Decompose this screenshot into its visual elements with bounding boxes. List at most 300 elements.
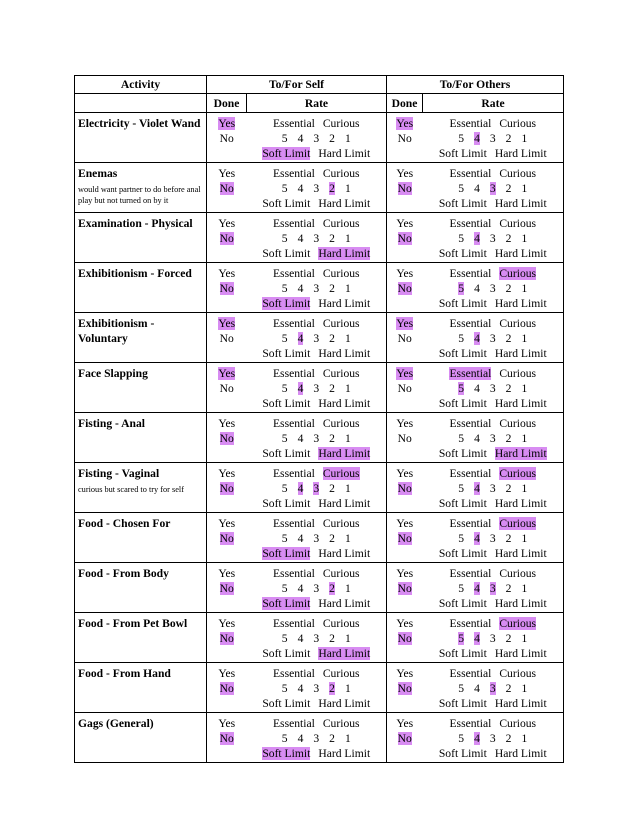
others-done-no-text: No xyxy=(397,332,412,345)
self-rate-cell xyxy=(247,413,387,463)
others-done-cell xyxy=(387,313,423,363)
others-done-yes xyxy=(387,166,423,181)
self-essential: Essential xyxy=(272,367,315,380)
others-rate-5: 5 xyxy=(458,282,465,295)
self-done-no-text: No xyxy=(219,532,234,545)
self-done-cell xyxy=(207,263,247,313)
self-rate-5: 5 xyxy=(281,182,288,195)
others-rate-line3 xyxy=(423,196,564,211)
others-rate-1: 1 xyxy=(521,682,528,695)
self-done-no-text: No xyxy=(219,482,234,495)
others-done-yes xyxy=(387,516,423,531)
others-rate-2: 2 xyxy=(505,282,512,295)
others-essential: Essential xyxy=(449,117,492,130)
self-done-cell xyxy=(207,113,247,163)
others-rate-3: 3 xyxy=(489,632,496,645)
self-rate-4: 4 xyxy=(297,682,304,695)
self-rate-cell xyxy=(247,313,387,363)
self-soft-limit: Soft Limit xyxy=(262,397,311,410)
others-rate-4: 4 xyxy=(474,632,480,645)
table-row xyxy=(75,563,564,613)
self-essential: Essential xyxy=(272,217,315,230)
table-row xyxy=(75,313,564,363)
others-done-no-text: No xyxy=(397,632,412,645)
others-rate-3: 3 xyxy=(489,182,496,195)
others-rate-4: 4 xyxy=(474,332,480,345)
others-done-cell xyxy=(387,513,423,563)
others-done-yes-text: Yes xyxy=(396,317,414,330)
others-rate-5: 5 xyxy=(458,332,465,345)
others-curious: Curious xyxy=(499,567,537,580)
self-rate-line2 xyxy=(247,431,387,446)
others-rate-line3 xyxy=(423,646,564,661)
others-rate-line2 xyxy=(423,181,564,196)
self-rate-cell xyxy=(247,163,387,213)
activity-subheader xyxy=(75,94,207,113)
activity-name: Gags (General) xyxy=(78,717,154,730)
others-rate-1: 1 xyxy=(521,282,528,295)
others-rate-2: 2 xyxy=(505,632,512,645)
self-curious: Curious xyxy=(322,567,360,580)
others-rate-2: 2 xyxy=(505,682,512,695)
self-done-no xyxy=(207,731,247,746)
others-rate-line2 xyxy=(423,331,564,346)
self-rate-cell xyxy=(247,663,387,713)
others-rate-line2 xyxy=(423,531,564,546)
self-rate-2: 2 xyxy=(329,732,335,745)
others-rate-3: 3 xyxy=(489,332,496,345)
self-header: To/For Self xyxy=(207,76,387,94)
self-done-yes-text: Yes xyxy=(218,717,236,730)
others-soft-limit: Soft Limit xyxy=(438,697,487,710)
self-done-yes-text: Yes xyxy=(218,517,236,530)
self-rate-3: 3 xyxy=(313,482,320,495)
others-curious: Curious xyxy=(499,267,537,280)
self-done-no xyxy=(207,581,247,596)
self-done-no xyxy=(207,681,247,696)
others-rate-2: 2 xyxy=(505,232,512,245)
self-curious: Curious xyxy=(322,267,360,280)
self-curious: Curious xyxy=(322,117,360,130)
self-rate-1: 1 xyxy=(344,332,351,345)
others-rate-1: 1 xyxy=(521,232,528,245)
others-hard-limit: Hard Limit xyxy=(494,147,547,160)
others-done-no-text: No xyxy=(397,532,412,545)
self-done-yes-text: Yes xyxy=(218,217,236,230)
others-rate-2: 2 xyxy=(505,332,512,345)
self-done-yes xyxy=(207,366,247,381)
activity-name: Fisting - Anal xyxy=(78,417,145,430)
others-done-no xyxy=(387,531,423,546)
self-rate-5: 5 xyxy=(281,132,288,145)
others-rate-line3 xyxy=(423,596,564,611)
self-done-cell xyxy=(207,563,247,613)
others-rate-3: 3 xyxy=(489,482,496,495)
others-rate-line3 xyxy=(423,746,564,761)
self-soft-limit: Soft Limit xyxy=(262,747,311,760)
self-rate-2: 2 xyxy=(329,432,335,445)
others-rate-line3 xyxy=(423,346,564,361)
others-done-yes-text: Yes xyxy=(396,167,414,180)
others-rate-header: Rate xyxy=(423,94,564,113)
others-done-yes xyxy=(387,616,423,631)
self-rate-1: 1 xyxy=(344,382,351,395)
others-soft-limit: Soft Limit xyxy=(438,497,487,510)
others-done-no xyxy=(387,131,423,146)
others-done-no xyxy=(387,481,423,496)
self-rate-line1 xyxy=(247,516,387,531)
others-hard-limit: Hard Limit xyxy=(494,297,547,310)
others-rate-line2 xyxy=(423,281,564,296)
others-rate-1: 1 xyxy=(521,632,528,645)
others-rate-line2 xyxy=(423,131,564,146)
self-rate-line3 xyxy=(247,496,387,511)
others-done-yes-text: Yes xyxy=(396,217,414,230)
others-essential: Essential xyxy=(449,167,492,180)
self-rate-5: 5 xyxy=(281,232,288,245)
others-rate-5: 5 xyxy=(458,682,465,695)
self-rate-line1 xyxy=(247,116,387,131)
others-rate-cell xyxy=(423,613,564,663)
others-done-cell xyxy=(387,663,423,713)
self-soft-limit: Soft Limit xyxy=(262,147,311,160)
self-rate-4: 4 xyxy=(297,232,304,245)
self-curious: Curious xyxy=(322,467,360,480)
others-essential: Essential xyxy=(449,717,492,730)
self-rate-line2 xyxy=(247,581,387,596)
others-rate-line1 xyxy=(423,666,564,681)
self-done-yes xyxy=(207,716,247,731)
others-rate-line1 xyxy=(423,416,564,431)
self-essential: Essential xyxy=(272,517,315,530)
others-done-yes-text: Yes xyxy=(396,367,414,380)
table-row xyxy=(75,513,564,563)
others-rate-5: 5 xyxy=(458,732,465,745)
others-rate-cell xyxy=(423,263,564,313)
self-rate-cell xyxy=(247,363,387,413)
others-done-no-text: No xyxy=(397,432,412,445)
self-curious: Curious xyxy=(322,217,360,230)
self-rate-1: 1 xyxy=(344,532,351,545)
others-rate-cell xyxy=(423,413,564,463)
others-rate-3: 3 xyxy=(489,232,496,245)
self-done-yes xyxy=(207,116,247,131)
self-hard-limit: Hard Limit xyxy=(318,347,371,360)
others-soft-limit: Soft Limit xyxy=(438,747,487,760)
self-rate-line1 xyxy=(247,416,387,431)
others-done-cell xyxy=(387,463,423,513)
self-rate-3: 3 xyxy=(313,532,320,545)
others-rate-5: 5 xyxy=(458,482,465,495)
activity-cell xyxy=(75,213,207,263)
others-rate-1: 1 xyxy=(521,332,528,345)
others-rate-line2 xyxy=(423,431,564,446)
others-done-cell xyxy=(387,563,423,613)
others-rate-5: 5 xyxy=(458,632,465,645)
others-essential: Essential xyxy=(449,317,492,330)
others-rate-line3 xyxy=(423,296,564,311)
activity-cell xyxy=(75,663,207,713)
activity-cell xyxy=(75,313,207,363)
activity-cell xyxy=(75,513,207,563)
others-done-no-text: No xyxy=(397,682,412,695)
others-curious: Curious xyxy=(499,667,537,680)
self-rate-2: 2 xyxy=(329,532,335,545)
self-hard-limit: Hard Limit xyxy=(318,197,371,210)
self-rate-line1 xyxy=(247,266,387,281)
others-done-no xyxy=(387,331,423,346)
others-done-no xyxy=(387,431,423,446)
others-hard-limit: Hard Limit xyxy=(494,347,547,360)
self-rate-line2 xyxy=(247,281,387,296)
self-done-yes xyxy=(207,516,247,531)
others-rate-cell xyxy=(423,513,564,563)
self-essential: Essential xyxy=(272,667,315,680)
self-rate-line3 xyxy=(247,396,387,411)
others-done-yes-text: Yes xyxy=(396,567,414,580)
others-rate-cell xyxy=(423,463,564,513)
self-rate-cell xyxy=(247,213,387,263)
others-rate-4: 4 xyxy=(474,382,480,395)
self-hard-limit: Hard Limit xyxy=(318,397,371,410)
self-rate-3: 3 xyxy=(313,632,320,645)
self-rate-line2 xyxy=(247,181,387,196)
self-soft-limit: Soft Limit xyxy=(262,547,311,560)
others-rate-2: 2 xyxy=(505,582,512,595)
others-done-yes xyxy=(387,716,423,731)
self-rate-3: 3 xyxy=(313,732,320,745)
others-soft-limit: Soft Limit xyxy=(438,247,487,260)
self-hard-limit: Hard Limit xyxy=(318,297,371,310)
self-done-no xyxy=(207,531,247,546)
self-rate-line1 xyxy=(247,566,387,581)
others-done-no-text: No xyxy=(397,132,412,145)
others-rate-5: 5 xyxy=(458,532,465,545)
self-rate-line3 xyxy=(247,146,387,161)
self-rate-5: 5 xyxy=(281,582,288,595)
activity-name: Exhibitionism - Voluntary xyxy=(78,317,155,345)
self-rate-2: 2 xyxy=(329,582,335,595)
self-rate-4: 4 xyxy=(297,632,304,645)
self-done-yes xyxy=(207,666,247,681)
self-done-cell xyxy=(207,713,247,763)
others-rate-cell xyxy=(423,563,564,613)
self-rate-cell xyxy=(247,113,387,163)
table-row xyxy=(75,613,564,663)
self-done-cell xyxy=(207,613,247,663)
self-essential: Essential xyxy=(272,717,315,730)
others-done-cell xyxy=(387,363,423,413)
others-rate-5: 5 xyxy=(458,132,465,145)
others-done-no xyxy=(387,231,423,246)
self-rate-1: 1 xyxy=(344,232,351,245)
self-done-no-text: No xyxy=(219,382,234,395)
others-rate-4: 4 xyxy=(474,432,480,445)
self-done-no xyxy=(207,131,247,146)
self-curious: Curious xyxy=(322,317,360,330)
self-rate-5: 5 xyxy=(281,282,288,295)
others-done-yes-text: Yes xyxy=(396,517,414,530)
others-rate-4: 4 xyxy=(474,282,480,295)
others-rate-1: 1 xyxy=(521,582,528,595)
others-done-yes xyxy=(387,466,423,481)
others-rate-cell xyxy=(423,363,564,413)
self-rate-5: 5 xyxy=(281,532,288,545)
activity-cell xyxy=(75,613,207,663)
activity-cell xyxy=(75,713,207,763)
others-rate-3: 3 xyxy=(489,432,496,445)
others-rate-4: 4 xyxy=(474,232,480,245)
others-done-yes xyxy=(387,316,423,331)
self-soft-limit: Soft Limit xyxy=(262,697,311,710)
self-essential: Essential xyxy=(272,417,315,430)
others-rate-1: 1 xyxy=(521,182,528,195)
self-done-yes-text: Yes xyxy=(218,567,236,580)
self-rate-line3 xyxy=(247,196,387,211)
self-curious: Curious xyxy=(322,167,360,180)
others-done-no-text: No xyxy=(397,732,412,745)
others-curious: Curious xyxy=(499,517,537,530)
self-rate-line2 xyxy=(247,531,387,546)
self-rate-line2 xyxy=(247,731,387,746)
self-soft-limit: Soft Limit xyxy=(262,497,311,510)
self-done-no xyxy=(207,181,247,196)
activity-note: curious but scared to try for self xyxy=(78,485,184,494)
self-done-yes-text: Yes xyxy=(218,117,236,130)
self-soft-limit: Soft Limit xyxy=(262,197,311,210)
others-rate-line3 xyxy=(423,496,564,511)
self-curious: Curious xyxy=(322,367,360,380)
others-rate-line3 xyxy=(423,446,564,461)
self-done-no-text: No xyxy=(219,232,234,245)
others-rate-2: 2 xyxy=(505,182,512,195)
self-done-header: Done xyxy=(207,94,247,113)
self-rate-line3 xyxy=(247,446,387,461)
self-rate-line3 xyxy=(247,596,387,611)
self-rate-4: 4 xyxy=(297,332,304,345)
self-done-no-text: No xyxy=(219,132,234,145)
self-done-yes xyxy=(207,266,247,281)
others-rate-line1 xyxy=(423,716,564,731)
self-rate-2: 2 xyxy=(329,682,335,695)
others-curious: Curious xyxy=(499,617,537,630)
others-hard-limit: Hard Limit xyxy=(494,247,547,260)
others-rate-3: 3 xyxy=(489,382,496,395)
others-rate-line1 xyxy=(423,266,564,281)
others-hard-limit: Hard Limit xyxy=(494,397,547,410)
others-rate-2: 2 xyxy=(505,132,512,145)
self-rate-cell xyxy=(247,613,387,663)
others-rate-line1 xyxy=(423,116,564,131)
others-rate-4: 4 xyxy=(474,482,480,495)
self-done-yes-text: Yes xyxy=(218,267,236,280)
others-hard-limit: Hard Limit xyxy=(494,597,547,610)
self-rate-2: 2 xyxy=(329,332,335,345)
self-rate-4: 4 xyxy=(297,582,304,595)
others-done-no-text: No xyxy=(397,232,412,245)
self-done-yes xyxy=(207,216,247,231)
self-rate-cell xyxy=(247,463,387,513)
self-done-no xyxy=(207,281,247,296)
self-soft-limit: Soft Limit xyxy=(262,247,311,260)
others-done-yes xyxy=(387,666,423,681)
others-rate-1: 1 xyxy=(521,382,528,395)
others-rate-line2 xyxy=(423,231,564,246)
self-rate-cell xyxy=(247,263,387,313)
others-curious: Curious xyxy=(499,367,537,380)
self-rate-line1 xyxy=(247,366,387,381)
self-rate-4: 4 xyxy=(297,382,304,395)
others-rate-3: 3 xyxy=(489,132,496,145)
others-done-yes-text: Yes xyxy=(396,117,414,130)
self-rate-line1 xyxy=(247,316,387,331)
others-rate-line1 xyxy=(423,366,564,381)
self-hard-limit: Hard Limit xyxy=(318,747,371,760)
self-rate-line1 xyxy=(247,466,387,481)
self-done-yes xyxy=(207,566,247,581)
others-rate-line2 xyxy=(423,681,564,696)
self-done-yes-text: Yes xyxy=(218,367,236,380)
activity-name: Enemas xyxy=(78,167,118,180)
others-rate-cell xyxy=(423,713,564,763)
others-rate-line1 xyxy=(423,466,564,481)
others-done-no-text: No xyxy=(397,182,412,195)
self-rate-line1 xyxy=(247,716,387,731)
others-soft-limit: Soft Limit xyxy=(438,547,487,560)
others-rate-line2 xyxy=(423,631,564,646)
others-rate-line3 xyxy=(423,396,564,411)
self-soft-limit: Soft Limit xyxy=(262,297,311,310)
self-done-cell xyxy=(207,213,247,263)
table-row xyxy=(75,213,564,263)
self-rate-2: 2 xyxy=(329,132,335,145)
others-hard-limit: Hard Limit xyxy=(494,697,547,710)
others-soft-limit: Soft Limit xyxy=(438,347,487,360)
others-soft-limit: Soft Limit xyxy=(438,597,487,610)
self-done-no xyxy=(207,431,247,446)
self-rate-4: 4 xyxy=(297,432,304,445)
others-rate-5: 5 xyxy=(458,382,465,395)
self-rate-3: 3 xyxy=(313,432,320,445)
others-essential: Essential xyxy=(449,617,492,630)
self-rate-2: 2 xyxy=(329,632,335,645)
others-essential: Essential xyxy=(449,217,492,230)
self-done-cell xyxy=(207,663,247,713)
others-rate-2: 2 xyxy=(505,732,512,745)
self-rate-1: 1 xyxy=(344,632,351,645)
self-rate-cell xyxy=(247,713,387,763)
table-row xyxy=(75,263,564,313)
self-done-yes xyxy=(207,416,247,431)
others-soft-limit: Soft Limit xyxy=(438,447,487,460)
table-row xyxy=(75,713,564,763)
others-rate-line1 xyxy=(423,516,564,531)
activity-cell xyxy=(75,563,207,613)
others-done-yes-text: Yes xyxy=(396,617,414,630)
self-rate-5: 5 xyxy=(281,732,288,745)
others-essential: Essential xyxy=(449,667,492,680)
self-rate-4: 4 xyxy=(297,482,304,495)
self-rate-line3 xyxy=(247,546,387,561)
others-rate-cell xyxy=(423,313,564,363)
self-rate-3: 3 xyxy=(313,182,320,195)
self-done-yes xyxy=(207,166,247,181)
self-hard-limit: Hard Limit xyxy=(318,247,371,260)
self-essential: Essential xyxy=(272,567,315,580)
others-rate-1: 1 xyxy=(521,432,528,445)
others-essential: Essential xyxy=(449,417,492,430)
self-done-cell xyxy=(207,463,247,513)
